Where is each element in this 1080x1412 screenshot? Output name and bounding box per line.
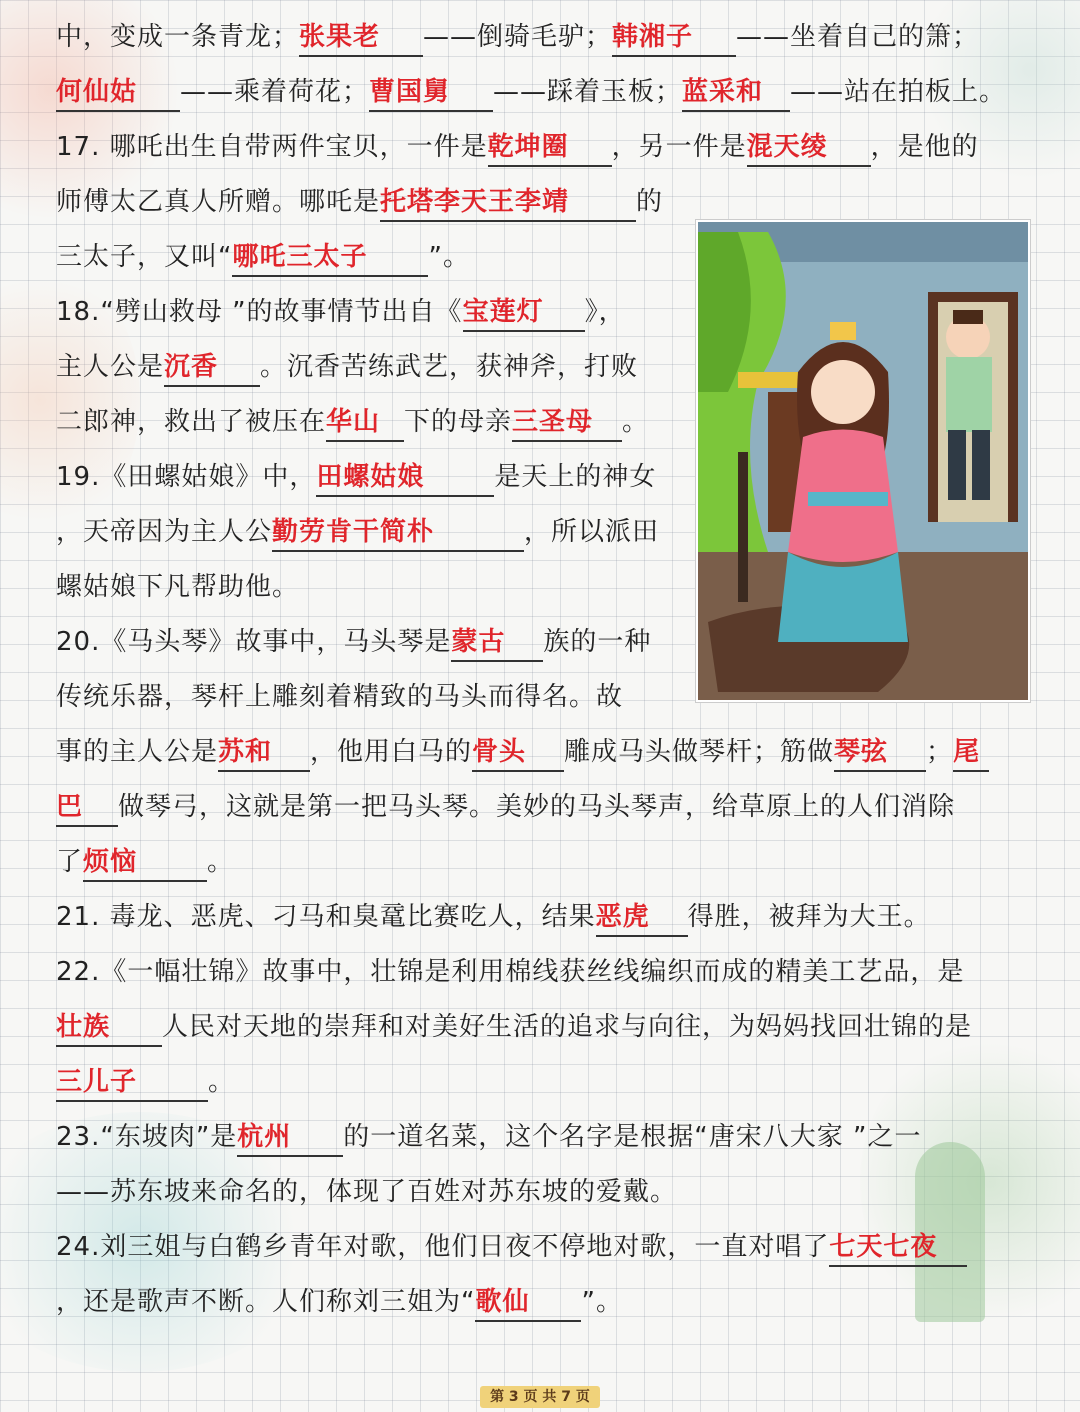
question-text: 。 bbox=[208, 1067, 236, 1097]
answer-blank: 三儿子 bbox=[56, 1064, 208, 1102]
answer-blank: 勤劳肯干简朴 bbox=[272, 514, 524, 552]
answer-blank: 华山 bbox=[326, 404, 404, 442]
question-text: 雕成马头做琴杆；筋做 bbox=[564, 737, 835, 767]
answer-blank: 张果老 bbox=[299, 19, 423, 57]
text-line bbox=[56, 560, 681, 615]
text-line bbox=[56, 505, 681, 560]
text-line bbox=[56, 1275, 1021, 1330]
question-text: ”。 bbox=[428, 242, 470, 272]
question-text: ，是他的 bbox=[870, 132, 979, 162]
answer-blank: 七天七夜 bbox=[829, 1229, 967, 1267]
question-text: ——苏东坡来命名的，体现了百姓对苏东坡的爱戴。 bbox=[56, 1177, 678, 1207]
text-line bbox=[56, 120, 1021, 175]
question-text: ——乘着荷花； bbox=[180, 77, 370, 107]
text-line bbox=[56, 1055, 1021, 1110]
answer-blank: 托塔李天王李靖 bbox=[380, 184, 636, 222]
question-text: 23.“东坡肉”是 bbox=[56, 1122, 238, 1152]
answer-blank: 巴 bbox=[56, 789, 118, 827]
question-text: 24.刘三姐与白鹤乡青年对歌，他们日夜不停地对歌，一直对唱了 bbox=[56, 1232, 830, 1262]
answer-blank: 琴弦 bbox=[834, 734, 926, 772]
question-text: 主人公是 bbox=[56, 352, 165, 382]
question-text: 。 bbox=[622, 407, 650, 437]
text-line bbox=[56, 1165, 1021, 1220]
question-text: 中，变成一条青龙； bbox=[56, 22, 300, 52]
question-text: ——站在拍板上。 bbox=[790, 77, 1007, 107]
question-text: 做琴弓，这就是第一把马头琴。美妙的马头琴声，给草原上的人们消除 bbox=[118, 792, 956, 822]
answer-blank: 哪吒三太子 bbox=[232, 239, 428, 277]
text-line bbox=[56, 670, 681, 725]
answer-blank: 骨头 bbox=[472, 734, 564, 772]
text-line bbox=[56, 340, 681, 395]
illustration-girl-boy-icon bbox=[698, 222, 1028, 700]
answer-blank: 宝莲灯 bbox=[463, 294, 585, 332]
text-line bbox=[56, 1220, 1021, 1275]
question-text: 师傅太乙真人所赠。哪吒是 bbox=[56, 187, 381, 217]
question-text: ； bbox=[926, 737, 954, 767]
question-text: 三太子，又叫“ bbox=[56, 242, 233, 272]
answer-blank: 尾 bbox=[953, 734, 989, 772]
answer-blank: 乾坤圈 bbox=[488, 129, 612, 167]
question-text: ”。 bbox=[581, 1287, 623, 1317]
text-line bbox=[56, 1110, 1021, 1165]
answer-blank: 杭州 bbox=[237, 1119, 343, 1157]
answer-blank: 壮族 bbox=[56, 1009, 162, 1047]
question-text: ，还是歌声不断。人们称刘三姐为“ bbox=[56, 1287, 476, 1317]
question-text: ，他用白马的 bbox=[310, 737, 473, 767]
text-line bbox=[56, 230, 681, 285]
question-text: 22.《一幅壮锦》故事中，壮锦是利用棉线获丝线编织而成的精美工艺品，是 bbox=[56, 957, 965, 987]
text-line bbox=[56, 395, 681, 450]
question-text: 了 bbox=[56, 847, 84, 877]
text-line bbox=[56, 285, 681, 340]
text-line bbox=[56, 10, 1021, 65]
question-text: 得胜，被拜为大王。 bbox=[687, 902, 931, 932]
question-text: 20.《马头琴》故事中，马头琴是 bbox=[56, 627, 452, 657]
answer-blank: 烦恼 bbox=[83, 844, 207, 882]
text-line bbox=[56, 945, 1021, 1000]
question-text: 人民对天地的崇拜和对美好生活的追求与向往，为妈妈找回壮锦的是 bbox=[162, 1012, 973, 1042]
question-text: 事的主人公是 bbox=[56, 737, 219, 767]
text-line bbox=[56, 890, 1021, 945]
answer-blank: 恶虎 bbox=[596, 899, 688, 937]
question-text: 族的一种 bbox=[543, 627, 652, 657]
answer-blank: 苏和 bbox=[218, 734, 310, 772]
answer-blank: 混天绫 bbox=[747, 129, 871, 167]
text-line bbox=[56, 780, 1021, 835]
question-text: 17. 哪吒出生自带两件宝贝，一件是 bbox=[56, 132, 488, 162]
question-text: 螺姑娘下凡帮助他。 bbox=[56, 572, 300, 602]
question-text: 下的母亲 bbox=[404, 407, 513, 437]
answer-blank: 何仙姑 bbox=[56, 74, 180, 112]
story-illustration bbox=[696, 220, 1030, 702]
text-line bbox=[56, 450, 681, 505]
answer-blank: 韩湘子 bbox=[612, 19, 736, 57]
question-text: 18.“劈山救母 ”的故事情节出自《 bbox=[56, 297, 463, 327]
question-text: 21. 毒龙、恶虎、刁马和臭鼋比赛吃人，结果 bbox=[56, 902, 596, 932]
question-text: ——倒骑毛驴； bbox=[423, 22, 613, 52]
question-text: 》， bbox=[584, 297, 626, 327]
question-text: 传统乐器，琴杆上雕刻着精致的马头而得名。故 bbox=[56, 682, 624, 712]
answer-blank: 蓝采和 bbox=[682, 74, 790, 112]
answer-blank: 沉香 bbox=[164, 349, 260, 387]
question-text: ——坐着自己的箫； bbox=[736, 22, 980, 52]
question-text: 的一道名菜，这个名字是根据“唐宋八大家 ”之一 bbox=[343, 1122, 922, 1152]
question-text: 。沉香苦练武艺，获神斧，打败 bbox=[260, 352, 639, 382]
answer-blank: 歌仙 bbox=[475, 1284, 581, 1322]
page-indicator: 第 3 页 共 7 页 bbox=[480, 1386, 600, 1408]
question-text: 是天上的神女 bbox=[494, 462, 657, 492]
answer-blank: 曹国舅 bbox=[369, 74, 493, 112]
question-text: ，天帝因为主人公 bbox=[56, 517, 273, 547]
question-text: 。 bbox=[207, 847, 235, 877]
question-text: 的 bbox=[636, 187, 664, 217]
answer-blank: 田螺姑娘 bbox=[316, 459, 494, 497]
question-text: ，所以派田 bbox=[524, 517, 660, 547]
question-text: ——踩着玉板； bbox=[493, 77, 683, 107]
question-text: 二郎神，救出了被压在 bbox=[56, 407, 327, 437]
text-line bbox=[56, 65, 1021, 120]
text-line bbox=[56, 835, 1021, 890]
answer-blank: 三圣母 bbox=[512, 404, 622, 442]
answer-blank: 蒙古 bbox=[451, 624, 543, 662]
text-line bbox=[56, 615, 681, 670]
question-text: ，另一件是 bbox=[611, 132, 747, 162]
question-text: 19.《田螺姑娘》中， bbox=[56, 462, 317, 492]
text-line bbox=[56, 175, 681, 230]
text-line bbox=[56, 1000, 1021, 1055]
text-line bbox=[56, 725, 1021, 780]
